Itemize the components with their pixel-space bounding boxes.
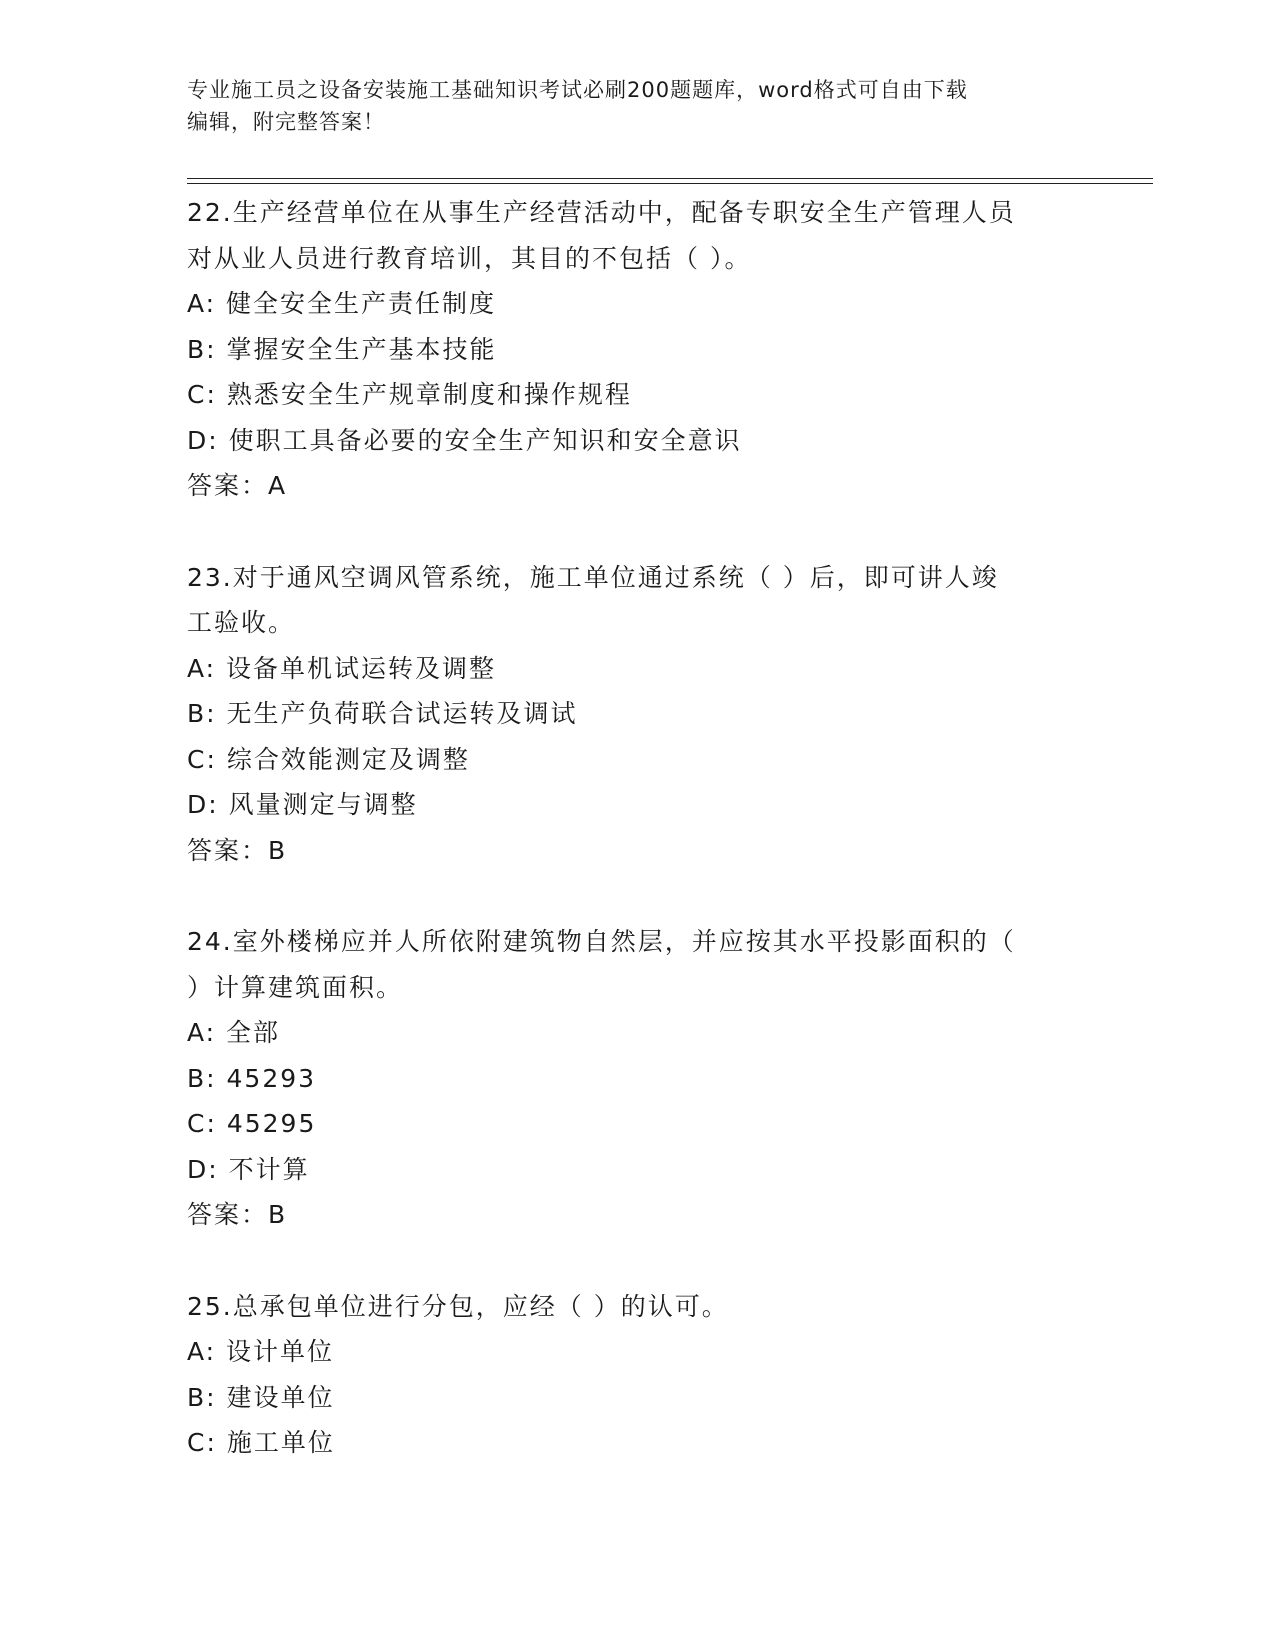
question-stem-line: 23.对于通风空调风管系统，施工单位通过系统（ ）后，即可讲人竣 <box>187 562 999 592</box>
question-23 <box>187 555 1087 874</box>
option-d: D: 使职工具备必要的安全生产知识和安全意识 <box>187 425 742 455</box>
question-stem-line: 工验收。 <box>187 608 296 637</box>
option-b: B: 45293 <box>187 1063 317 1093</box>
question-25 <box>187 1284 1087 1466</box>
question-stem-line: 22.生产经营单位在从事生产经营活动中，配备专职安全生产管理人员 <box>187 198 1016 227</box>
option-a: A: 全部 <box>187 1018 281 1047</box>
answer: 答案：B <box>187 1200 288 1229</box>
question-24 <box>187 919 1087 1238</box>
question-stem-line: ）计算建筑面积。 <box>187 972 404 1002</box>
header-title-line-2: 编辑，附完整答案！ <box>187 110 385 134</box>
answer: 答案：A <box>187 471 288 500</box>
option-d: D: 不计算 <box>187 1154 310 1184</box>
option-a: A: 健全安全生产责任制度 <box>187 289 497 318</box>
question-stem-line: 25.总承包单位进行分包，应经（ ）的认可。 <box>187 1291 729 1321</box>
question-stem-line: 24.室外楼梯应并人所依附建筑物自然层，并应按其水平投影面积的（ <box>187 927 1016 956</box>
option-b: B: 掌握安全生产基本技能 <box>187 334 497 364</box>
option-c: C: 施工单位 <box>187 1428 335 1457</box>
option-b: B: 无生产负荷联合试运转及调试 <box>187 699 578 728</box>
option-a: A: 设备单机试运转及调整 <box>187 653 497 683</box>
question-list <box>187 190 1087 1512</box>
header-divider-top <box>187 178 1153 179</box>
question-22 <box>187 190 1087 509</box>
answer: 答案：B <box>187 835 288 865</box>
document-header <box>187 74 1087 138</box>
header-divider-bottom <box>187 183 1153 184</box>
option-a: A: 设计单位 <box>187 1337 335 1366</box>
option-c: C: 综合效能测定及调整 <box>187 744 470 774</box>
option-c: C: 熟悉安全生产规章制度和操作规程 <box>187 380 632 409</box>
option-c: C: 45295 <box>187 1109 317 1138</box>
question-stem-line: 对从业人员进行教育培训，其目的不包括（ ）。 <box>187 243 752 273</box>
header-title-line-1: 专业施工员之设备安装施工基础知识考试必刷200题题库，word格式可自由下载 <box>187 78 968 102</box>
option-d: D: 风量测定与调整 <box>187 790 418 819</box>
option-b: B: 建设单位 <box>187 1382 335 1412</box>
